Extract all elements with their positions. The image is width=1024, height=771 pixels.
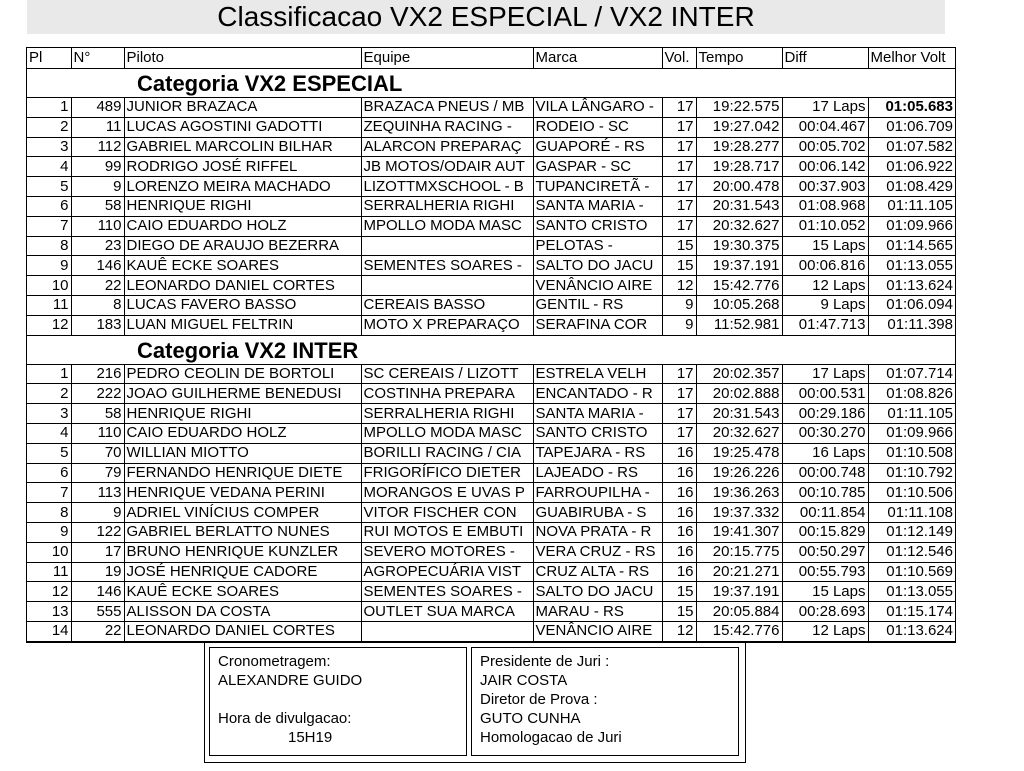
- cell-numero: 110: [71, 423, 124, 443]
- table-row: [27, 276, 955, 296]
- cell-numero: 8: [71, 295, 124, 315]
- cell-marca: SANTA MARIA -: [533, 404, 662, 424]
- cell-voltas: 17: [662, 196, 696, 216]
- cell-voltas: 12: [662, 621, 696, 641]
- cell-equipe: MORANGOS E UVAS P: [361, 483, 533, 503]
- cell-piloto: LORENZO MEIRA MACHADO: [124, 177, 361, 197]
- cell-diff: 00:06.142: [782, 157, 868, 177]
- cell-tempo: 19:37.191: [696, 582, 782, 602]
- cell-marca: ESTRELA VELH: [533, 364, 662, 384]
- cell-equipe: BRAZACA PNEUS / MB: [361, 98, 533, 118]
- cell-diff: 17 Laps: [782, 98, 868, 118]
- table-row: [27, 443, 955, 463]
- cell-diff: 01:47.713: [782, 315, 868, 335]
- cell-tempo: 19:37.332: [696, 503, 782, 523]
- cell-voltas: 16: [662, 562, 696, 582]
- category-header-row: [27, 335, 955, 364]
- table-row: [27, 582, 955, 602]
- cell-pl: 7: [27, 483, 71, 503]
- table-row: [27, 117, 955, 137]
- col-header-equipe: Equipe: [361, 48, 533, 69]
- cell-melhor-volta: 01:14.565: [868, 236, 955, 256]
- cell-tempo: 15:42.776: [696, 621, 782, 641]
- cell-pl: 11: [27, 295, 71, 315]
- cell-diff: 00:06.816: [782, 256, 868, 276]
- cell-piloto: HENRIQUE VEDANA PERINI: [124, 483, 361, 503]
- cell-equipe: CEREAIS BASSO: [361, 295, 533, 315]
- cell-tempo: 20:32.627: [696, 216, 782, 236]
- table-row: [27, 256, 955, 276]
- cell-tempo: 19:28.717: [696, 157, 782, 177]
- table-row: [27, 196, 955, 216]
- cell-marca: TAPEJARA - RS: [533, 443, 662, 463]
- cell-voltas: 9: [662, 315, 696, 335]
- cell-equipe: OUTLET SUA MARCA: [361, 602, 533, 622]
- cell-marca: SANTA MARIA -: [533, 196, 662, 216]
- cell-voltas: 16: [662, 483, 696, 503]
- cell-numero: 113: [71, 483, 124, 503]
- cell-pl: 2: [27, 117, 71, 137]
- cell-piloto: HENRIQUE RIGHI: [124, 404, 361, 424]
- cell-melhor-volta: 01:11.108: [868, 503, 955, 523]
- table-row: [27, 137, 955, 157]
- cell-piloto: GABRIEL MARCOLIN BILHAR: [124, 137, 361, 157]
- cell-piloto: CAIO EDUARDO HOLZ: [124, 423, 361, 443]
- header-row: [27, 48, 955, 69]
- cell-numero: 489: [71, 98, 124, 118]
- cell-melhor-volta: 01:12.149: [868, 522, 955, 542]
- cell-marca: TUPANCIRETÃ -: [533, 177, 662, 197]
- cell-diff: 15 Laps: [782, 236, 868, 256]
- col-header-voltas: Vol.: [662, 48, 696, 69]
- cell-voltas: 15: [662, 602, 696, 622]
- homologacao-label: Homologacao de Juri: [480, 729, 622, 746]
- category-header-row: [27, 69, 955, 98]
- cell-numero: 19: [71, 562, 124, 582]
- cell-tempo: 10:05.268: [696, 295, 782, 315]
- cell-diff: 00:30.270: [782, 423, 868, 443]
- cell-diff: 00:55.793: [782, 562, 868, 582]
- cell-equipe: [361, 236, 533, 256]
- cell-tempo: 19:41.307: [696, 522, 782, 542]
- cell-voltas: 9: [662, 295, 696, 315]
- cell-voltas: 17: [662, 177, 696, 197]
- cell-pl: 12: [27, 315, 71, 335]
- cell-piloto: PEDRO CEOLIN DE BORTOLI: [124, 364, 361, 384]
- cell-pl: 8: [27, 503, 71, 523]
- cell-melhor-volta: 01:13.624: [868, 276, 955, 296]
- table-row: [27, 423, 955, 443]
- cell-melhor-volta: 01:09.966: [868, 423, 955, 443]
- table-row: [27, 483, 955, 503]
- cell-melhor-volta: 01:11.105: [868, 404, 955, 424]
- cell-numero: 58: [71, 404, 124, 424]
- cell-equipe: FRIGORÍFICO DIETER: [361, 463, 533, 483]
- cell-pl: 1: [27, 98, 71, 118]
- cell-marca: MARAU - RS: [533, 602, 662, 622]
- cell-marca: VERA CRUZ - RS: [533, 542, 662, 562]
- cronometragem-name: ALEXANDRE GUIDO: [218, 672, 363, 689]
- cell-piloto: LUAN MIGUEL FELTRIN: [124, 315, 361, 335]
- table-row: [27, 364, 955, 384]
- cell-piloto: LUCAS AGOSTINI GADOTTI: [124, 117, 361, 137]
- cell-equipe: [361, 621, 533, 641]
- cell-piloto: FERNANDO HENRIQUE DIETE: [124, 463, 361, 483]
- cell-equipe: MOTO X PREPARAÇO: [361, 315, 533, 335]
- cell-piloto: LEONARDO DANIEL CORTES: [124, 276, 361, 296]
- cell-pl: 3: [27, 404, 71, 424]
- cell-marca: GASPAR - SC: [533, 157, 662, 177]
- cell-diff: 00:29.186: [782, 404, 868, 424]
- cell-pl: 11: [27, 562, 71, 582]
- cell-piloto: HENRIQUE RIGHI: [124, 196, 361, 216]
- cell-piloto: KAUÊ ECKE SOARES: [124, 582, 361, 602]
- cell-piloto: JOSÉ HENRIQUE CADORE: [124, 562, 361, 582]
- cell-diff: 16 Laps: [782, 443, 868, 463]
- cell-marca: SANTO CRISTO: [533, 423, 662, 443]
- results-table: [27, 48, 955, 642]
- cell-diff: 9 Laps: [782, 295, 868, 315]
- cell-tempo: 19:30.375: [696, 236, 782, 256]
- cell-melhor-volta: 01:11.105: [868, 196, 955, 216]
- cell-numero: 222: [71, 384, 124, 404]
- cell-pl: 5: [27, 177, 71, 197]
- cell-tempo: 19:22.575: [696, 98, 782, 118]
- cell-tempo: 19:25.478: [696, 443, 782, 463]
- cell-marca: RODEIO - SC: [533, 117, 662, 137]
- cell-voltas: 16: [662, 503, 696, 523]
- cell-voltas: 17: [662, 216, 696, 236]
- cell-melhor-volta: 01:11.398: [868, 315, 955, 335]
- cell-melhor-volta: 01:15.174: [868, 602, 955, 622]
- cell-pl: 1: [27, 364, 71, 384]
- cell-equipe: SEMENTES SOARES -: [361, 582, 533, 602]
- cell-tempo: 20:00.478: [696, 177, 782, 197]
- presidente-name: JAIR COSTA: [480, 672, 568, 689]
- cell-pl: 5: [27, 443, 71, 463]
- page-title: Classificacao VX2 ESPECIAL / VX2 INTER: [27, 0, 945, 34]
- cell-equipe: ALARCON PREPARAÇ: [361, 137, 533, 157]
- table-row: [27, 562, 955, 582]
- cell-diff: 00:11.854: [782, 503, 868, 523]
- cell-numero: 112: [71, 137, 124, 157]
- cell-melhor-volta: 01:13.055: [868, 256, 955, 276]
- cell-diff: 00:05.702: [782, 137, 868, 157]
- cell-tempo: 19:27.042: [696, 117, 782, 137]
- cell-voltas: 15: [662, 236, 696, 256]
- cell-pl: 13: [27, 602, 71, 622]
- cell-melhor-volta: 01:13.055: [868, 582, 955, 602]
- hora-label: Hora de divulgacao:: [218, 710, 352, 727]
- col-header-diff: Diff: [782, 48, 868, 69]
- timing-box: [209, 647, 467, 756]
- cell-equipe: LIZOTTMXSCHOOL - B: [361, 177, 533, 197]
- cell-marca: FARROUPILHA -: [533, 483, 662, 503]
- cell-equipe: MPOLLO MODA MASC: [361, 216, 533, 236]
- cell-melhor-volta: 01:13.624: [868, 621, 955, 641]
- cell-marca: VENÂNCIO AIRE: [533, 621, 662, 641]
- cell-numero: 70: [71, 443, 124, 463]
- cell-piloto: LUCAS FAVERO BASSO: [124, 295, 361, 315]
- table-row: [27, 236, 955, 256]
- cell-marca: SERAFINA COR: [533, 315, 662, 335]
- cell-pl: 4: [27, 157, 71, 177]
- cell-equipe: SERRALHERIA RIGHI: [361, 196, 533, 216]
- cell-numero: 11: [71, 117, 124, 137]
- cell-piloto: JOAO GUILHERME BENEDUSI: [124, 384, 361, 404]
- cell-tempo: 19:36.263: [696, 483, 782, 503]
- cell-melhor-volta: 01:06.709: [868, 117, 955, 137]
- cell-piloto: LEONARDO DANIEL CORTES: [124, 621, 361, 641]
- cell-diff: 00:04.467: [782, 117, 868, 137]
- cell-melhor-volta: 01:12.546: [868, 542, 955, 562]
- cell-marca: ENCANTADO - R: [533, 384, 662, 404]
- cell-pl: 12: [27, 582, 71, 602]
- cell-equipe: BORILLI RACING / CIA: [361, 443, 533, 463]
- officials-panel: [204, 642, 746, 763]
- cell-diff: 00:00.748: [782, 463, 868, 483]
- cell-marca: GUABIRUBA - S: [533, 503, 662, 523]
- cell-tempo: 11:52.981: [696, 315, 782, 335]
- cell-numero: 79: [71, 463, 124, 483]
- cell-equipe: [361, 276, 533, 296]
- cell-numero: 99: [71, 157, 124, 177]
- col-header-marca: Marca: [533, 48, 662, 69]
- cell-diff: 00:00.531: [782, 384, 868, 404]
- cell-melhor-volta: 01:10.792: [868, 463, 955, 483]
- cell-diff: 00:10.785: [782, 483, 868, 503]
- cell-melhor-volta: 01:08.429: [868, 177, 955, 197]
- cell-diff: 15 Laps: [782, 582, 868, 602]
- cell-tempo: 19:37.191: [696, 256, 782, 276]
- cell-melhor-volta: 01:07.714: [868, 364, 955, 384]
- cell-pl: 9: [27, 256, 71, 276]
- cell-melhor-volta: 01:09.966: [868, 216, 955, 236]
- cell-piloto: WILLIAN MIOTTO: [124, 443, 361, 463]
- cell-piloto: DIEGO DE ARAUJO BEZERRA: [124, 236, 361, 256]
- table-row: [27, 384, 955, 404]
- cell-piloto: GABRIEL BERLATTO NUNES: [124, 522, 361, 542]
- cell-melhor-volta: 01:10.508: [868, 443, 955, 463]
- cell-equipe: COSTINHA PREPARA: [361, 384, 533, 404]
- cronometragem-label: Cronometragem:: [218, 653, 331, 670]
- cell-numero: 23: [71, 236, 124, 256]
- jury-box: [471, 647, 739, 756]
- cell-marca: VILA LÂNGARO -: [533, 98, 662, 118]
- cell-diff: 12 Laps: [782, 621, 868, 641]
- results-table-container: [26, 47, 956, 643]
- diretor-name: GUTO CUNHA: [480, 710, 581, 727]
- cell-pl: 6: [27, 463, 71, 483]
- table-row: [27, 602, 955, 622]
- presidente-label: Presidente de Juri :: [480, 653, 610, 670]
- cell-diff: 01:08.968: [782, 196, 868, 216]
- table-row: [27, 463, 955, 483]
- cell-voltas: 17: [662, 384, 696, 404]
- cell-numero: 122: [71, 522, 124, 542]
- cell-tempo: 20:15.775: [696, 542, 782, 562]
- cell-voltas: 17: [662, 98, 696, 118]
- cell-piloto: KAUÊ ECKE SOARES: [124, 256, 361, 276]
- cell-tempo: 15:42.776: [696, 276, 782, 296]
- cell-pl: 10: [27, 276, 71, 296]
- cell-melhor-volta: 01:10.506: [868, 483, 955, 503]
- cell-pl: 7: [27, 216, 71, 236]
- cell-marca: GUAPORÉ - RS: [533, 137, 662, 157]
- cell-tempo: 20:02.888: [696, 384, 782, 404]
- cell-numero: 146: [71, 256, 124, 276]
- cell-pl: 14: [27, 621, 71, 641]
- cell-voltas: 17: [662, 423, 696, 443]
- results-body: [27, 69, 955, 642]
- table-row: [27, 295, 955, 315]
- cell-voltas: 15: [662, 256, 696, 276]
- cell-marca: LAJEADO - RS: [533, 463, 662, 483]
- cell-marca: SANTO CRISTO: [533, 216, 662, 236]
- cell-pl: 9: [27, 522, 71, 542]
- cell-numero: 22: [71, 276, 124, 296]
- cell-numero: 146: [71, 582, 124, 602]
- cell-equipe: MPOLLO MODA MASC: [361, 423, 533, 443]
- cell-equipe: SERRALHERIA RIGHI: [361, 404, 533, 424]
- cell-diff: 00:28.693: [782, 602, 868, 622]
- cell-diff: 00:15.829: [782, 522, 868, 542]
- cell-equipe: VITOR FISCHER CON: [361, 503, 533, 523]
- cell-piloto: RODRIGO JOSÉ RIFFEL: [124, 157, 361, 177]
- spacer: [218, 690, 458, 709]
- cell-pl: 2: [27, 384, 71, 404]
- cell-numero: 22: [71, 621, 124, 641]
- cell-voltas: 17: [662, 137, 696, 157]
- cell-numero: 110: [71, 216, 124, 236]
- cell-equipe: SC CEREAIS / LIZOTT: [361, 364, 533, 384]
- cell-piloto: CAIO EDUARDO HOLZ: [124, 216, 361, 236]
- cell-voltas: 16: [662, 542, 696, 562]
- cell-piloto: JUNIOR BRAZACA: [124, 98, 361, 118]
- table-row: [27, 522, 955, 542]
- cell-piloto: ADRIEL VINÍCIUS COMPER: [124, 503, 361, 523]
- cell-voltas: 17: [662, 157, 696, 177]
- table-row: [27, 621, 955, 641]
- cell-equipe: SEMENTES SOARES -: [361, 256, 533, 276]
- cell-marca: CRUZ ALTA - RS: [533, 562, 662, 582]
- cell-voltas: 16: [662, 463, 696, 483]
- cell-diff: 12 Laps: [782, 276, 868, 296]
- cell-voltas: 17: [662, 117, 696, 137]
- cell-piloto: BRUNO HENRIQUE KUNZLER: [124, 542, 361, 562]
- col-header-pl: Pl: [27, 48, 71, 69]
- diretor-label: Diretor de Prova :: [480, 691, 598, 708]
- cell-numero: 555: [71, 602, 124, 622]
- cell-pl: 3: [27, 137, 71, 157]
- cell-equipe: RUI MOTOS E EMBUTI: [361, 522, 533, 542]
- cell-tempo: 20:32.627: [696, 423, 782, 443]
- cell-tempo: 20:31.543: [696, 196, 782, 216]
- cell-numero: 58: [71, 196, 124, 216]
- cell-marca: NOVA PRATA - R: [533, 522, 662, 542]
- cell-voltas: 16: [662, 443, 696, 463]
- cell-marca: SALTO DO JACU: [533, 256, 662, 276]
- cell-marca: SALTO DO JACU: [533, 582, 662, 602]
- cell-voltas: 17: [662, 404, 696, 424]
- cell-piloto: ALISSON DA COSTA: [124, 602, 361, 622]
- cell-numero: 17: [71, 542, 124, 562]
- table-row: [27, 315, 955, 335]
- cell-voltas: 17: [662, 364, 696, 384]
- cell-numero: 183: [71, 315, 124, 335]
- table-row: [27, 157, 955, 177]
- cell-pl: 4: [27, 423, 71, 443]
- cell-diff: 00:37.903: [782, 177, 868, 197]
- col-header-piloto: Piloto: [124, 48, 361, 69]
- cell-diff: 01:10.052: [782, 216, 868, 236]
- cell-melhor-volta: 01:10.569: [868, 562, 955, 582]
- table-row: [27, 177, 955, 197]
- cell-tempo: 20:02.357: [696, 364, 782, 384]
- cell-marca: PELOTAS -: [533, 236, 662, 256]
- cell-melhor-volta: 01:05.683: [868, 98, 955, 118]
- cell-equipe: AGROPECUÁRIA VIST: [361, 562, 533, 582]
- cell-melhor-volta: 01:07.582: [868, 137, 955, 157]
- cell-equipe: ZEQUINHA RACING -: [361, 117, 533, 137]
- hora-value: 15H19: [288, 729, 333, 746]
- cell-pl: 6: [27, 196, 71, 216]
- cell-equipe: JB MOTOS/ODAIR AUT: [361, 157, 533, 177]
- cell-voltas: 15: [662, 582, 696, 602]
- cell-voltas: 16: [662, 522, 696, 542]
- cell-diff: 17 Laps: [782, 364, 868, 384]
- cell-tempo: 19:28.277: [696, 137, 782, 157]
- cell-pl: 10: [27, 542, 71, 562]
- cell-pl: 8: [27, 236, 71, 256]
- cell-tempo: 20:21.271: [696, 562, 782, 582]
- cell-tempo: 20:31.543: [696, 404, 782, 424]
- cell-diff: 00:50.297: [782, 542, 868, 562]
- cell-tempo: 19:26.226: [696, 463, 782, 483]
- table-row: [27, 404, 955, 424]
- cell-numero: 9: [71, 503, 124, 523]
- category-title: Categoria VX2 INTER: [27, 335, 955, 364]
- cell-marca: GENTIL - RS: [533, 295, 662, 315]
- col-header-melhor-volta: Melhor Volt: [868, 48, 955, 69]
- col-header-tempo: Tempo: [696, 48, 782, 69]
- cell-tempo: 20:05.884: [696, 602, 782, 622]
- table-row: [27, 542, 955, 562]
- cell-numero: 9: [71, 177, 124, 197]
- col-header-number: N°: [71, 48, 124, 69]
- cell-numero: 216: [71, 364, 124, 384]
- table-row: [27, 216, 955, 236]
- cell-melhor-volta: 01:06.094: [868, 295, 955, 315]
- table-row: [27, 98, 955, 118]
- cell-melhor-volta: 01:08.826: [868, 384, 955, 404]
- cell-equipe: SEVERO MOTORES -: [361, 542, 533, 562]
- cell-marca: VENÂNCIO AIRE: [533, 276, 662, 296]
- table-row: [27, 503, 955, 523]
- category-title: Categoria VX2 ESPECIAL: [27, 69, 955, 98]
- cell-melhor-volta: 01:06.922: [868, 157, 955, 177]
- cell-voltas: 12: [662, 276, 696, 296]
